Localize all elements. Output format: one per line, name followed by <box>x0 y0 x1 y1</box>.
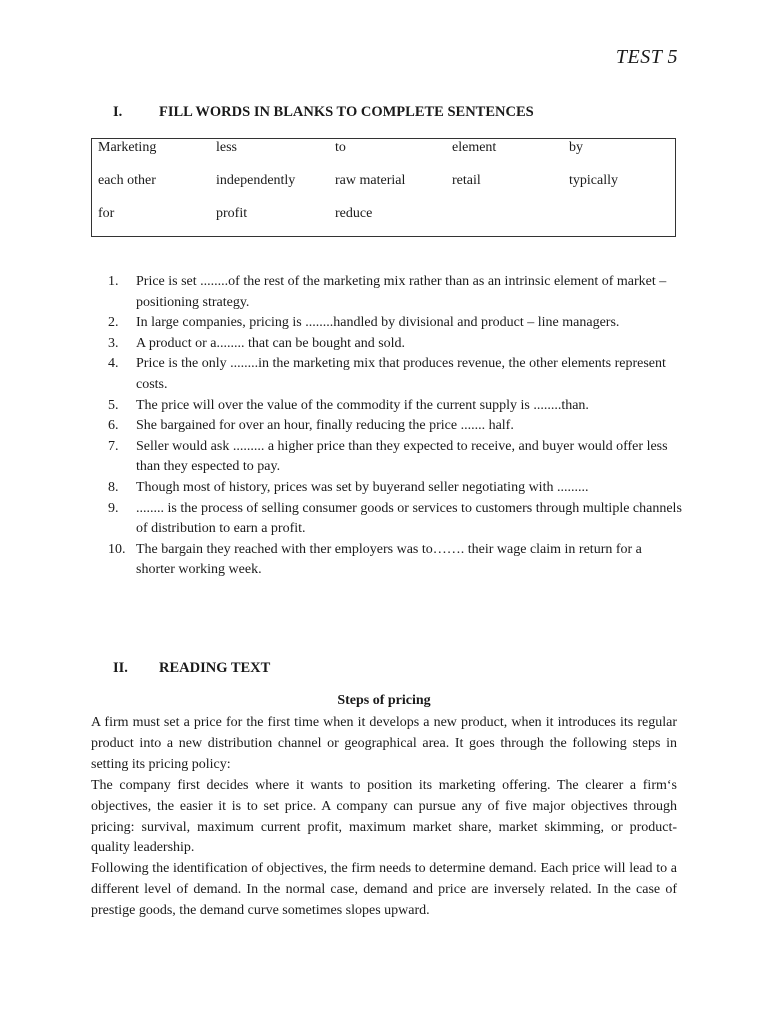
question-number: 6. <box>108 418 119 434</box>
question-item <box>108 313 683 334</box>
question-list <box>108 272 683 581</box>
question-item <box>108 396 683 417</box>
question-number: 2. <box>108 315 119 331</box>
question-item <box>108 540 683 581</box>
reading-text <box>91 713 677 922</box>
word-bank-item: less <box>216 140 237 155</box>
word-bank-grid <box>92 139 675 238</box>
question-text: Seller would ask ......... a higher price than they expected to receive, and buyer would offer less than they espected to pay. <box>136 438 668 475</box>
word-bank-item: independently <box>216 173 296 188</box>
reading-paragraph: The company first decides where it wants to position its marketing offering. The clearer a firm‘s objectives, the easier it is to set price. A company can pursue any of five major objectives through pricing: survival, maximum current profit, maximum market share, market skimming, or product-quality leadership. <box>91 777 677 856</box>
question-item <box>108 478 683 499</box>
question-number: 9. <box>108 500 119 516</box>
question-number: 8. <box>108 479 119 495</box>
question-text: A product or a........ that can be bought and sold. <box>136 335 406 351</box>
word-bank-item: raw material <box>335 173 406 188</box>
word-bank-item: by <box>569 140 583 155</box>
section-1-number: I. <box>113 104 123 120</box>
question-item <box>108 334 683 355</box>
test-label: TEST 5 <box>615 46 678 68</box>
word-bank-box <box>91 138 676 237</box>
question-text: The price will over the value of the commodity if the current supply is ........than. <box>136 397 589 413</box>
section-2-heading <box>113 660 270 677</box>
word-bank-item: to <box>335 140 346 155</box>
question-text: The bargain they reached with ther employers was to……. their wage claim in return for a shorter working week. <box>136 541 642 578</box>
word-bank-item: profit <box>216 206 248 221</box>
question-number: 10. <box>108 541 126 557</box>
question-text: Price is set ........of the rest of the marketing mix rather than as an intrinsic element of market – positioning strategy. <box>136 274 667 310</box>
word-bank-item: for <box>98 206 115 221</box>
question-item <box>108 272 683 313</box>
question-item <box>108 499 683 540</box>
word-bank-item: Marketing <box>98 140 157 155</box>
reading-title: Steps of pricing <box>337 693 431 708</box>
word-bank-item: each other <box>98 173 156 188</box>
question-number: 4. <box>108 356 119 372</box>
question-text: In large companies, pricing is ........handled by divisional and product – line managers. <box>136 315 620 331</box>
word-bank-item: element <box>452 140 497 155</box>
question-text: Though most of history, prices was set by buyerand seller negotiating with ......... <box>136 479 589 495</box>
section-1-title: FILL WORDS IN BLANKS TO COMPLETE SENTENCES <box>159 104 534 120</box>
section-2-title: READING TEXT <box>159 660 271 676</box>
question-number: 3. <box>108 335 119 351</box>
question-item <box>108 354 683 395</box>
question-number: 7. <box>108 438 119 454</box>
word-bank-item: reduce <box>335 206 373 221</box>
question-item <box>108 437 683 478</box>
question-item <box>108 416 683 437</box>
question-text: ........ is the process of selling consumer goods or services to customers through multiple channels of distribution to earn a profit. <box>136 500 682 537</box>
word-bank-item <box>569 205 679 238</box>
section-2-number: II. <box>113 660 128 676</box>
word-bank-item: retail <box>452 173 481 188</box>
word-bank-item <box>452 205 569 238</box>
word-bank-item: typically <box>569 173 618 188</box>
question-number: 5. <box>108 397 119 413</box>
question-number: 1. <box>108 274 119 289</box>
question-text: Price is the only ........in the marketing mix that produces revenue, the other elements represent costs. <box>136 356 666 392</box>
reading-paragraph: Following the identification of objectives, the firm needs to determine demand. Each price will lead to a different level of demand. In the normal case, demand and price are inversely related. In the case of prestige goods, the demand curve sometimes slopes upward. <box>91 861 677 919</box>
reading-paragraph: A firm must set a price for the first time when it develops a new product, when it introduces its regular product into a new distribution channel or geographical area. It goes through the following steps in setting its pricing policy: <box>91 715 677 772</box>
question-text: She bargained for over an hour, finally reducing the price ....... half. <box>136 418 514 434</box>
section-1-heading <box>113 104 534 121</box>
